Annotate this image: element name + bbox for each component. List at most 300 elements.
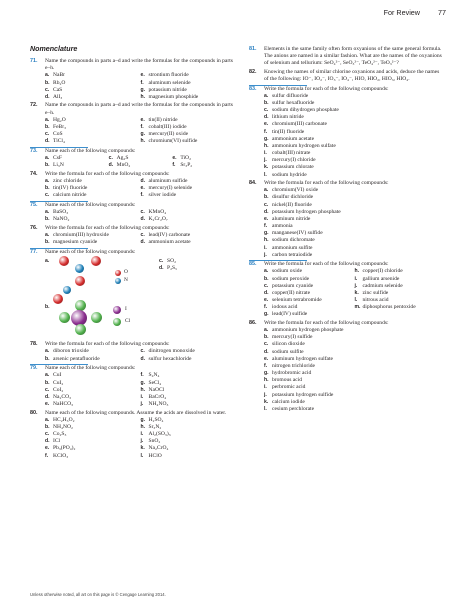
item-letter: e. — [45, 401, 50, 408]
item-letter: d. — [140, 239, 146, 246]
item-text: chromium(VI) sulfide — [148, 138, 198, 145]
item-letter: c. — [45, 192, 50, 199]
item-text: strontium fluoride — [148, 72, 189, 79]
item-text: Co₂S₃ — [53, 431, 67, 438]
problem-number: 71. — [30, 58, 38, 65]
item-letter: h. — [354, 268, 360, 275]
molecule-figure-b — [45, 300, 236, 340]
answer-item — [264, 100, 445, 107]
item-letter: l. — [354, 297, 358, 304]
item-letter: i. — [264, 244, 267, 251]
item-text: Sr₃P₂ — [180, 162, 193, 169]
item-letter: c. — [140, 231, 145, 238]
item-text: NaHCO₃ — [53, 401, 74, 408]
item-letter: d. — [108, 162, 114, 169]
answer-item — [141, 348, 237, 355]
legend-oxygen: O — [124, 268, 128, 275]
problem — [249, 320, 445, 413]
item-letter: h. — [140, 138, 146, 145]
item-letter: c. — [45, 431, 50, 438]
legend-iodine: I — [125, 305, 127, 312]
answer-list — [249, 187, 445, 259]
item-letter: b. — [45, 216, 50, 223]
item-text: CuI — [53, 372, 62, 379]
answer-item — [45, 380, 141, 387]
oxygen-atom-icon — [59, 256, 69, 266]
answer-item — [45, 80, 141, 87]
answer-item — [45, 239, 141, 246]
oxygen-atom-icon — [75, 276, 85, 286]
problem — [249, 46, 445, 67]
item-text: HC₂H₃O₂ — [53, 416, 75, 423]
item-text: potassium hydrogen sulfide — [272, 391, 334, 398]
item-text: sulfur hexachloride — [148, 355, 192, 362]
oxygen-atom-icon — [91, 256, 101, 266]
item-text: sodium dihydrogen phosphate — [272, 107, 339, 114]
answer-item — [264, 334, 445, 341]
item-text: BaCrO₄ — [148, 393, 167, 400]
answer-item — [264, 370, 445, 377]
answer-item — [264, 363, 445, 370]
answer-item — [45, 356, 141, 363]
item-text: sulfur hexafluoride — [272, 99, 315, 106]
answer-item — [45, 162, 109, 169]
item-letter: c. — [108, 155, 113, 162]
item-letter: e. — [140, 116, 145, 123]
item-letter: d. — [140, 177, 146, 184]
item-letter: g. — [264, 230, 269, 237]
answer-item — [264, 276, 355, 283]
problem-statement — [30, 225, 236, 232]
answer-item — [264, 311, 355, 318]
item-text: FeBr₃ — [53, 123, 67, 130]
item-text: H₂SO₄ — [148, 416, 164, 423]
item-letter: a. — [45, 72, 50, 79]
problem-text: Write the formula for each of the following compounds: — [45, 170, 170, 177]
problem-statement — [30, 148, 236, 155]
item-text: ammonium acetate — [148, 239, 191, 246]
answer-item — [45, 87, 141, 94]
item-text: P₂S₅ — [167, 265, 178, 272]
problem-text: Write the formula for each of the following compounds: — [45, 224, 170, 231]
item-text: ammonia — [272, 223, 293, 230]
item-text: MnO₂ — [116, 162, 131, 169]
item-letter: e. — [264, 215, 269, 222]
answer-grid — [249, 268, 445, 318]
item-text: CoI₂ — [53, 386, 64, 393]
item-text: aluminum sulfide — [148, 177, 188, 184]
item-text: diphosphorus pentoxide — [362, 304, 416, 311]
answer-item — [45, 155, 109, 162]
answer-item — [264, 209, 445, 216]
item-text: sulfur difluoride — [272, 92, 309, 99]
item-text: silver iodide — [148, 192, 177, 199]
item-letter: b. — [45, 123, 50, 130]
problem — [30, 248, 236, 340]
answer-item — [264, 172, 445, 179]
item-text: lead(IV) sulfide — [272, 311, 308, 318]
item-letter: b. — [45, 79, 50, 86]
item-text: sodium sulfite — [272, 348, 304, 355]
problem — [30, 147, 236, 169]
item-letter: e. — [140, 72, 145, 79]
nitrogen-legend-icon — [115, 278, 121, 284]
item-text: NaOCl — [148, 386, 165, 393]
item-text: Li₃N — [53, 162, 64, 169]
answer-item — [45, 72, 141, 79]
item-letter: d. — [264, 208, 269, 215]
answer-item — [264, 349, 445, 356]
answer-item — [141, 80, 237, 87]
item-letter: g. — [140, 379, 146, 386]
item-text: sodium oxide — [272, 268, 303, 275]
item-letter: l. — [140, 452, 144, 459]
answer-item — [264, 356, 445, 363]
problem-statement — [30, 202, 236, 209]
answer-item — [141, 87, 237, 94]
answer-item — [109, 155, 173, 162]
right-column — [249, 46, 445, 414]
item-letter: h. — [140, 386, 146, 393]
problem-number: 78. — [30, 341, 38, 348]
answer-item — [141, 424, 237, 431]
item-letter: f. — [264, 362, 268, 369]
answer-item — [264, 399, 445, 406]
item-letter: g. — [140, 131, 146, 138]
item-letter: a. — [45, 348, 50, 355]
item-letter: e. — [264, 121, 269, 128]
item-text: gallium arsenide — [362, 275, 400, 282]
item-letter: f. — [172, 162, 176, 169]
answer-item — [159, 258, 177, 265]
answer-item — [264, 143, 445, 150]
item-letter: c. — [264, 282, 269, 289]
item-text: SO₂ — [167, 257, 177, 264]
answer-grid — [30, 209, 236, 223]
item-text: Sr₃N₂ — [148, 423, 162, 430]
item-text: mercury(II) oxide — [148, 131, 189, 138]
item-letter: h. — [140, 93, 146, 100]
item-letter: b. — [264, 99, 269, 106]
item-letter: g. — [140, 416, 146, 423]
answer-item — [45, 185, 141, 192]
problem-statement — [30, 171, 236, 178]
answer-item — [141, 209, 237, 216]
item-letter: d. — [45, 93, 50, 100]
answer-item — [141, 380, 237, 387]
answer-item — [109, 162, 173, 169]
item-text: SeCl₄ — [148, 379, 162, 386]
answer-item — [355, 311, 446, 318]
item-text: carbon tetraiodide — [272, 251, 313, 258]
item-text: Na₂CrO₄ — [148, 445, 169, 452]
answer-item — [264, 136, 445, 143]
problem — [30, 410, 236, 460]
answer-item — [141, 417, 237, 424]
answer-item — [264, 121, 445, 128]
answer-item — [264, 107, 445, 114]
answer-item — [141, 185, 237, 192]
answer-item — [264, 392, 445, 399]
problem-number: 83. — [249, 85, 257, 92]
answer-item — [45, 138, 141, 145]
item-letter: f. — [140, 79, 144, 86]
item-text: iodous acid — [272, 304, 298, 311]
item-letter: a. — [264, 187, 269, 194]
answer-item — [355, 283, 446, 290]
item-letter: a. — [45, 416, 50, 423]
problem — [249, 180, 445, 259]
item-text: tin(II) nitride — [148, 116, 178, 123]
problem-number: 85. — [249, 261, 257, 268]
item-text: cobalt(III) iodide — [148, 123, 187, 130]
problem-number: 81. — [249, 46, 257, 52]
item-letter: c. — [264, 341, 269, 348]
item-text: Al₂(SO₃)₃ — [148, 431, 171, 438]
item-text: tin(II) fluoride — [272, 128, 305, 135]
chlorine-legend-icon — [113, 318, 121, 326]
answer-grid — [30, 232, 236, 246]
item-text: KMnO₄ — [148, 209, 167, 216]
item-text: lead(IV) carbonate — [148, 231, 191, 238]
answer-item — [45, 372, 141, 379]
item-letter: e. — [172, 155, 177, 162]
answer-item — [45, 445, 141, 452]
answer-item — [264, 129, 445, 136]
problem — [30, 364, 236, 408]
item-letter: d. — [45, 393, 50, 400]
problem — [30, 102, 236, 145]
item-text: cadmium selenide — [362, 282, 403, 289]
problem — [30, 341, 236, 362]
answer-grid — [30, 372, 236, 408]
item-text: copper(I) chloride — [362, 268, 403, 275]
oxygen-legend-icon — [115, 270, 121, 276]
item-letter: f. — [140, 372, 144, 379]
item-letter: i. — [140, 393, 144, 400]
item-text: lithium nitride — [272, 114, 304, 121]
item-letter: c. — [45, 386, 50, 393]
answer-item — [264, 202, 445, 209]
answer-grid — [30, 348, 236, 362]
answer-item — [141, 239, 237, 246]
item-text: CsF — [53, 155, 62, 162]
item-letter: d. — [264, 348, 269, 355]
copyright-footer: Unless otherwise noted, all art on this page is © Cengage Learning 2014. — [30, 592, 166, 597]
item-letter: a. — [45, 257, 50, 264]
problem-text: Name each of the following compounds: — [45, 201, 136, 208]
problem-text: Write the formula for each of the following compounds: — [264, 261, 389, 268]
item-letter: j. — [354, 282, 358, 289]
item-text: AlI₃ — [53, 93, 63, 100]
answer-item — [172, 162, 236, 169]
nitrogen-atom-icon — [75, 264, 84, 273]
problem-text: Elements in the same family often form oxyanions of the same general formula. The anions are named in a similar fashion. What are the names of the oxyanions of selenium and tellurium: SeO₄²⁻, SeO₃²⁻, TeO₄²⁻, TeO₃²⁻? — [264, 46, 442, 67]
problem-statement — [30, 341, 236, 348]
item-text: Pb₃(PO₄)₂ — [53, 445, 76, 452]
answer-item — [355, 304, 446, 311]
item-text: dinitrogen monoxide — [148, 348, 195, 355]
problem-number: 80. — [30, 409, 38, 416]
item-letter: a. — [45, 209, 50, 216]
item-text: mercury(I) selenide — [148, 185, 193, 192]
answer-item — [141, 356, 237, 363]
answer-item — [264, 157, 445, 164]
item-text: NaNO₂ — [53, 216, 70, 223]
item-letter: i. — [264, 150, 267, 157]
item-letter: f. — [140, 123, 144, 130]
item-text: zinc chloride — [53, 177, 82, 184]
problem-number: 74. — [30, 170, 38, 177]
item-letter: d. — [140, 216, 146, 223]
answer-item — [45, 124, 141, 131]
answer-item — [45, 131, 141, 138]
item-text: SnO₂ — [148, 438, 161, 445]
problem-statement — [249, 86, 445, 93]
item-letter: c. — [264, 107, 269, 114]
answer-item — [141, 401, 237, 408]
answer-item — [355, 290, 446, 297]
answer-item — [264, 297, 355, 304]
answer-item — [355, 276, 446, 283]
problem-statement — [30, 410, 236, 417]
item-text: bromous acid — [272, 377, 303, 384]
item-text: chromium(III) hydroxide — [53, 231, 109, 238]
answer-item — [141, 372, 237, 379]
problem-statement — [249, 46, 445, 67]
item-text: tin(IV) fluoride — [53, 185, 88, 192]
item-letter: b. — [45, 355, 50, 362]
item-letter: e. — [264, 355, 269, 362]
item-letter: b. — [45, 379, 50, 386]
item-letter: k. — [264, 164, 269, 171]
item-letter: l. — [264, 171, 267, 178]
item-text: potassium chlorate — [272, 164, 314, 171]
item-text: S₄N₄ — [148, 372, 160, 379]
answer-item — [159, 265, 177, 272]
item-letter: l. — [264, 405, 267, 412]
answer-item — [264, 290, 355, 297]
item-letter: c. — [140, 348, 145, 355]
left-problems — [30, 58, 236, 460]
answer-item — [264, 216, 445, 223]
item-letter: e. — [264, 297, 269, 304]
molecule-figure-a — [45, 256, 236, 300]
item-letter: e. — [45, 445, 50, 452]
problem-text: Name each of the following compounds: — [45, 147, 136, 154]
problem-number: 79. — [30, 365, 38, 372]
item-text: calcium iodide — [272, 398, 305, 405]
item-text: manganese(IV) sulfide — [272, 230, 323, 237]
item-text: ammonium sulfite — [272, 244, 313, 251]
problem-number: 73. — [30, 147, 38, 154]
item-text: cobalt(III) nitrate — [272, 150, 311, 157]
answer-list — [249, 327, 445, 413]
answer-item — [45, 431, 141, 438]
problem-number: 84. — [249, 180, 257, 187]
item-letter: k. — [140, 445, 145, 452]
item-letter: d. — [45, 438, 50, 445]
answer-grid — [30, 117, 236, 146]
legend-nitrogen: N — [124, 276, 128, 283]
item-letter: m. — [354, 304, 361, 311]
item-text: zinc sulfide — [362, 289, 389, 296]
answer-item — [264, 384, 445, 391]
item-letter: a. — [45, 155, 50, 162]
problem-number: 72. — [30, 102, 38, 109]
item-letter: g. — [264, 311, 269, 318]
problem — [30, 225, 236, 246]
item-letter: f. — [264, 223, 268, 230]
item-letter: b. — [45, 303, 50, 310]
answer-item — [45, 232, 141, 239]
item-text: disulfur dichloride — [272, 194, 314, 201]
item-letter: f. — [264, 304, 268, 311]
problem-statement — [249, 261, 445, 268]
answer-item — [45, 192, 141, 199]
item-text: KClO₃ — [53, 452, 69, 459]
problem-number: 86. — [249, 319, 257, 326]
item-letter: b. — [264, 275, 269, 282]
item-letter: h. — [140, 423, 146, 430]
item-letter: a. — [45, 116, 50, 123]
problem-text: Name each of the following compounds: — [45, 365, 136, 372]
item-text: selenium tetrabromide — [272, 297, 322, 304]
item-letter: b. — [45, 185, 50, 192]
item-text: NH₄NO₃ — [148, 401, 169, 408]
answer-item — [141, 72, 237, 79]
item-letter: a. — [45, 177, 50, 184]
item-text: CuI₂ — [53, 379, 64, 386]
problem-statement — [30, 249, 236, 256]
item-letter: b. — [264, 334, 269, 341]
answer-item — [141, 453, 237, 460]
item-letter: j. — [264, 251, 267, 258]
section-title: For Review — [383, 8, 420, 17]
answer-item — [264, 283, 355, 290]
answer-item — [141, 438, 237, 445]
answer-item — [264, 341, 445, 348]
item-letter: g. — [264, 135, 269, 142]
answer-grid — [30, 72, 236, 101]
answer-item — [141, 431, 237, 438]
problem-statement — [30, 58, 236, 72]
item-text: chromium(III) carbonate — [272, 121, 327, 128]
item-letter: d. — [45, 138, 50, 145]
problem-text: Write the formula for each of the following compounds: — [264, 85, 389, 92]
item-letter: c. — [45, 131, 50, 138]
item-letter: j. — [140, 401, 144, 408]
item-text: potassium nitride — [148, 86, 187, 93]
answer-grid — [30, 417, 236, 460]
answer-item — [141, 216, 237, 223]
problem-statement — [249, 320, 445, 327]
answer-item — [45, 387, 141, 394]
answer-item — [45, 424, 141, 431]
answer-grid — [30, 178, 236, 199]
answer-item — [264, 237, 445, 244]
molecule-right-items — [159, 258, 177, 272]
item-letter: a. — [264, 268, 269, 275]
item-text: BaSO₃ — [53, 209, 69, 216]
item-letter: b. — [45, 423, 50, 430]
problem-text: Name each of the following compounds: — [45, 248, 136, 255]
problem — [249, 85, 445, 179]
chlorine-atom-icon — [91, 312, 102, 323]
item-letter: e. — [140, 185, 145, 192]
item-text: aluminum hydrogen sulfate — [272, 355, 334, 362]
item-text: CaS — [53, 86, 63, 93]
